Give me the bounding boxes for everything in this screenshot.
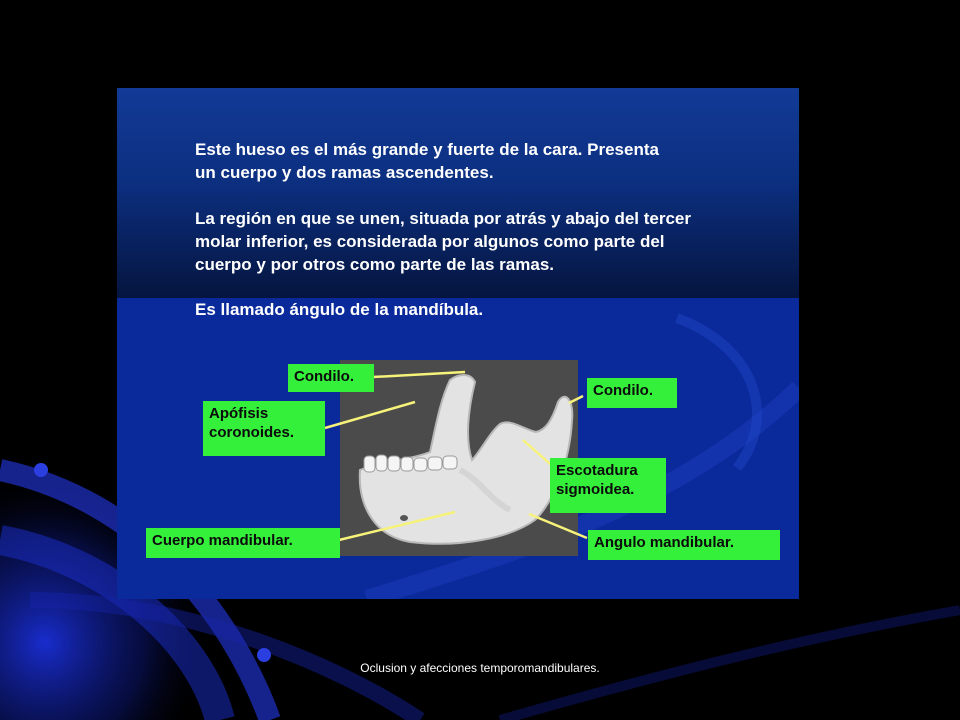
pointer-lines — [117, 88, 799, 599]
label-escotadura-sigmoidea: Escotadura sigmoidea. — [550, 458, 666, 513]
pointer-cuerpo — [339, 512, 455, 540]
decor-dot — [257, 648, 271, 662]
slide-footer: Oclusion y afecciones temporomandibulares. — [360, 661, 600, 675]
intro-paragraph: Este hueso es el más grande y fuerte de la cara. Presenta un cuerpo y dos ramas ascendentes. — [195, 140, 659, 182]
label-condilo-right: Condilo. — [587, 378, 677, 408]
angle-paragraph: Es llamado ángulo de la mandíbula. — [195, 300, 484, 319]
label-cuerpo-mandibular: Cuerpo mandibular. — [146, 528, 340, 558]
label-angulo-mandibular: Angulo mandibular. — [588, 530, 780, 560]
pointer-angulo — [529, 514, 587, 538]
label-condilo-left: Condilo. — [288, 364, 374, 392]
pointer-condilo-left — [373, 372, 465, 377]
slide-content-panel — [117, 88, 799, 599]
decor-dot — [34, 463, 48, 477]
pointer-condilo-right — [569, 396, 583, 403]
label-apofisis-coronoides: Apófisis coronoides. — [203, 401, 325, 456]
pointer-apofisis — [325, 402, 415, 428]
region-paragraph: La región en que se unen, situada por atrás y abajo del tercer molar inferior, es considerada por algunos como parte del cuerpo y por otros como parte de las ramas. — [195, 209, 691, 274]
